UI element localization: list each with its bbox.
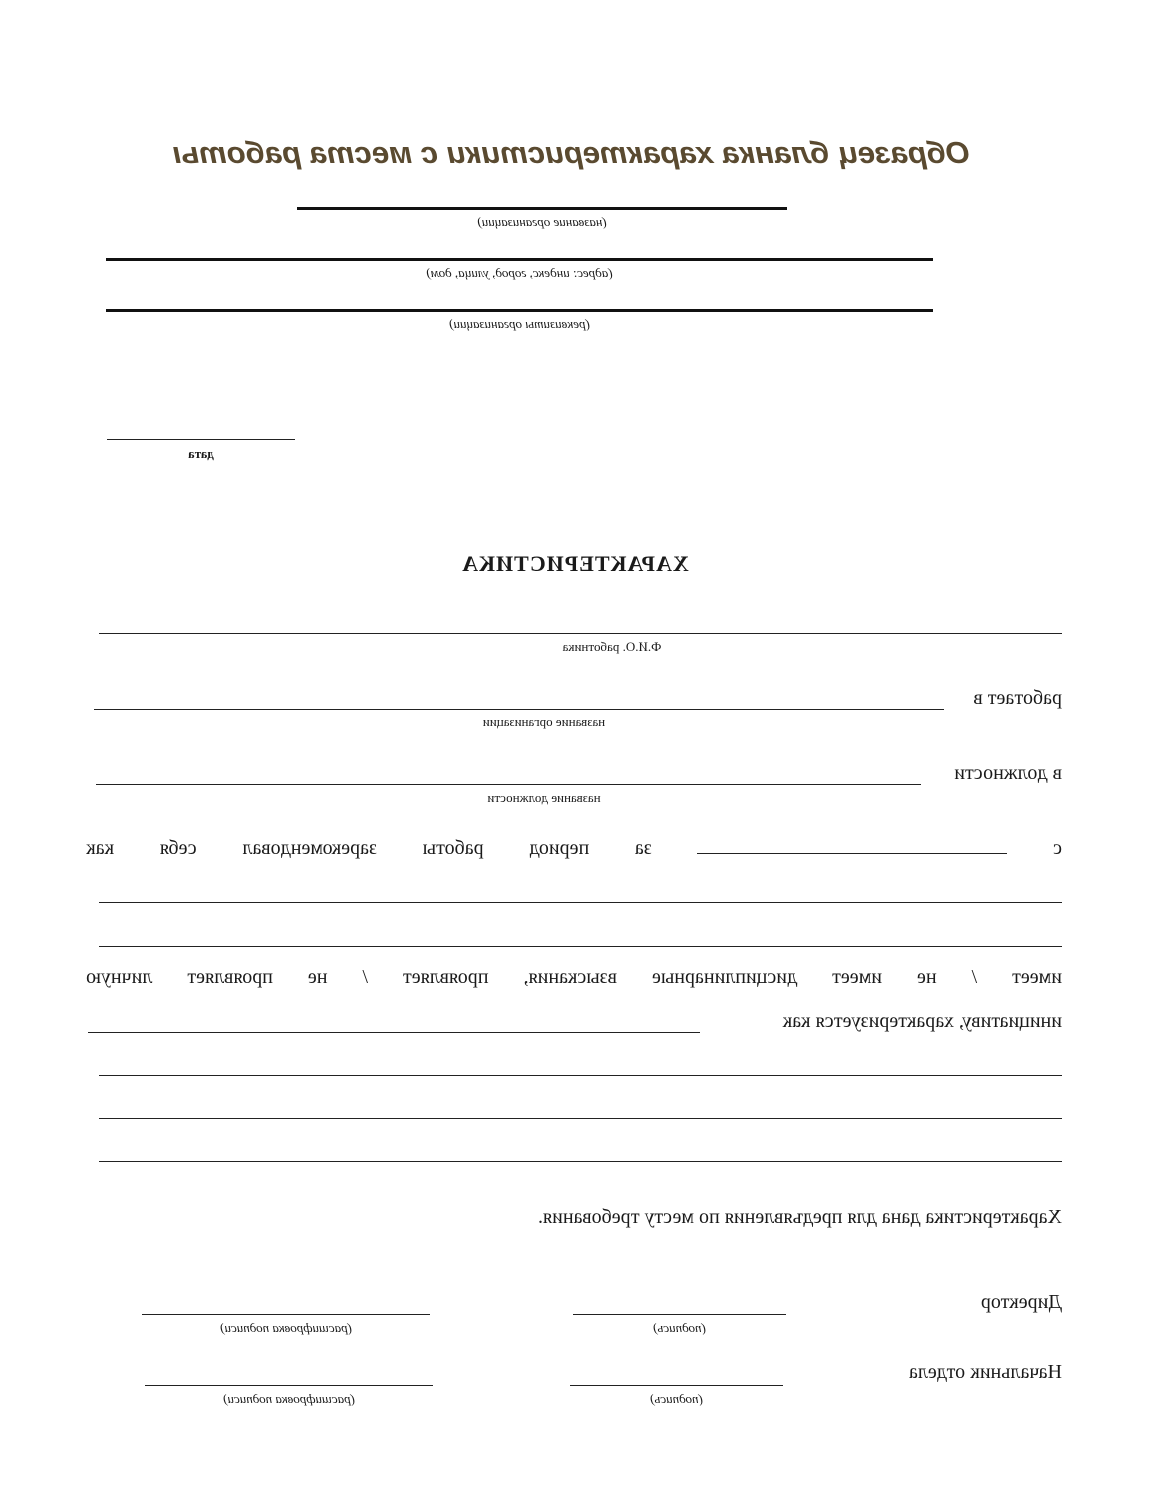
head-signature-caption: (подпись) (650, 1391, 703, 1406)
head-label: Начальник отдела (909, 1361, 1062, 1383)
director-decode-line (142, 1314, 430, 1315)
discipline-word-7: проявляет (403, 966, 489, 988)
head-signature-line (570, 1385, 783, 1386)
discipline-word-5: дисциплинарные (652, 966, 798, 988)
period-word-from: с (1053, 837, 1062, 859)
document-title: Образец бланка характеристики с места работы (172, 135, 970, 170)
org-name-line (297, 207, 787, 210)
period-word-for: за (634, 837, 652, 859)
discipline-row (86, 966, 1062, 989)
requisites-caption: (реквизиты организации) (449, 316, 590, 331)
discipline-word-11: личную (86, 966, 153, 988)
director-signature-caption: (подпись) (653, 1320, 706, 1335)
text-line-2 (99, 946, 1062, 947)
date-caption: дата (188, 446, 214, 461)
period-word-self: себя (159, 837, 197, 859)
employee-caption: Ф.И.О. работника (562, 639, 662, 654)
head-decode-line (145, 1385, 433, 1386)
discipline-word-3: не (917, 966, 937, 988)
position-line (96, 784, 921, 785)
director-label: Директор (980, 1291, 1062, 1313)
date-line (107, 439, 295, 440)
position-caption: название должности (487, 790, 601, 805)
director-signature-line (573, 1314, 786, 1315)
org-name-caption: (название организации) (477, 214, 607, 229)
employee-name-line (99, 633, 1062, 634)
period-from-line (697, 852, 1007, 854)
initiative-text: инициативу, характеризуется как (782, 1010, 1062, 1032)
discipline-word-6: взыскания, (523, 966, 618, 988)
discipline-word-2: / (971, 966, 978, 988)
works-at-label: работает в (973, 687, 1062, 709)
period-word-as: как (86, 837, 115, 859)
discipline-word-1: имеет (1012, 966, 1062, 988)
director-decode-caption: (расшифровка подписи) (220, 1320, 352, 1335)
position-label: в должности (954, 762, 1062, 784)
document-heading: ХАРАКТЕРИСТИКА (461, 551, 689, 576)
address-caption: (адрес: индекс, город, улица, дом) (426, 265, 613, 280)
head-decode-caption: (расшифровка подписи) (223, 1391, 355, 1406)
discipline-word-9: не (307, 966, 328, 988)
requisites-line (106, 309, 933, 312)
discipline-word-8: / (362, 966, 369, 988)
works-at-line (94, 709, 944, 710)
text-line-5 (99, 1161, 1062, 1162)
discipline-word-4: имеет (832, 966, 883, 988)
address-line (106, 258, 933, 261)
org-caption: название организации (482, 714, 606, 729)
period-word-recommended: зарекомендовал (242, 837, 377, 859)
text-line-3 (99, 1075, 1062, 1076)
text-line-4 (99, 1118, 1062, 1119)
period-word-period: период (529, 837, 590, 859)
text-line-1 (99, 902, 1062, 903)
initiative-line (88, 1032, 700, 1033)
period-word-work: работы (422, 837, 484, 859)
discipline-word-10: проявляет (187, 966, 273, 988)
period-row (86, 837, 1062, 860)
purpose-text: Характеристика дана для предъявления по месту требования. (537, 1206, 1062, 1228)
